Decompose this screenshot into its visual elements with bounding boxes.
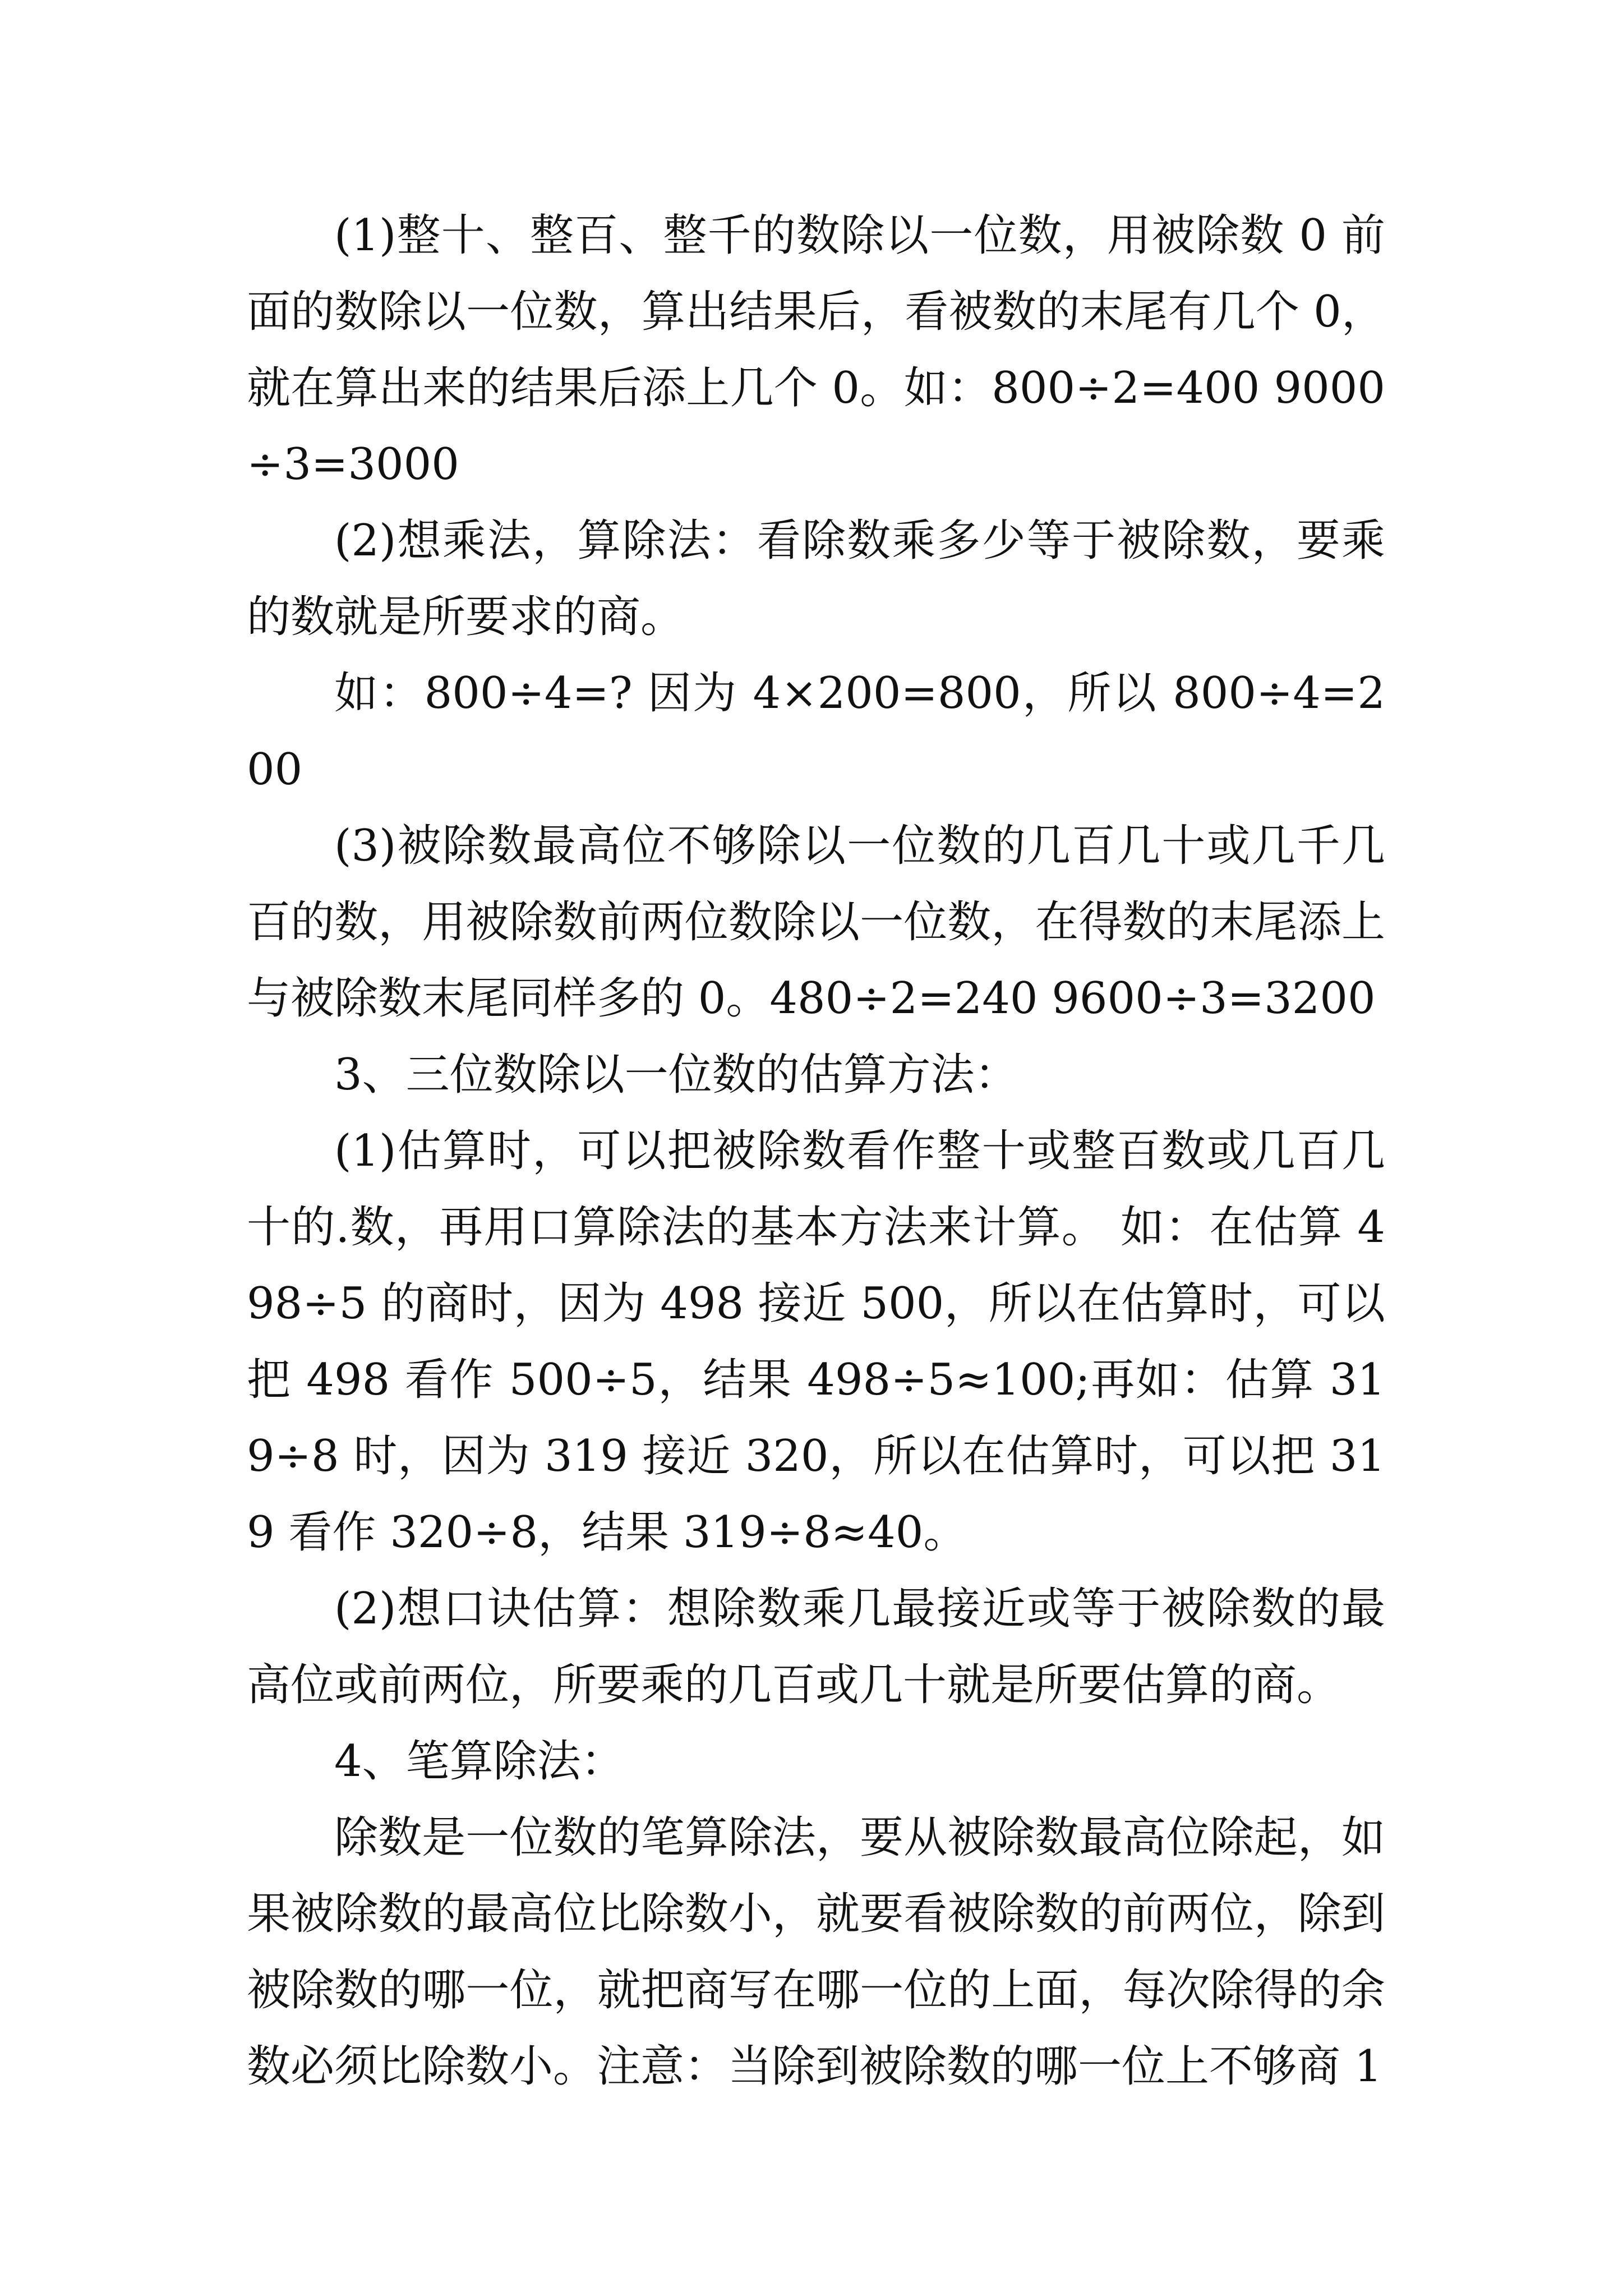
heading-three-digit-estimation: 3、三位数除以一位数的估算方法： bbox=[334, 1050, 1018, 1100]
paragraph-whole-ten-hundred-thousand-division: (1)整十、整百、整千的数除以一位数，用被除数 0 前面的数除以一位数，算出结果后，看被数的末尾有几个 0，就在算出来的结果后添上几个 0。如：800÷2=400 9000÷3=3000 bbox=[247, 210, 1385, 490]
paragraph-first-two-digits-division: (3)被除数最高位不够除以一位数的几百几十或几千几百的数，用被除数前两位数除以一位数，在得数的末尾添上与被除数末尾同样多的 0。480÷2=240 9600÷3=3200 bbox=[247, 821, 1385, 1024]
heading-written-division: 4、笔算除法： bbox=[334, 1736, 625, 1787]
document-body bbox=[247, 197, 1385, 2105]
paragraph-estimation-by-rhyme: (2)想口诀估算：想除数乘几最接近或等于被除数的最高位或前两位，所要乘的几百或几十就是所要估算的商。 bbox=[247, 1584, 1385, 1710]
paragraph-written-division-rules: 除数是一位数的笔算除法，要从被除数最高位除起，如果被除数的最高位比除数小，就要看被除数的前两位，除到被除数的哪一位，就把商写在哪一位的上面，每次除得的余数必须比除数小。注意：当除到被除数的哪一位上不够商 1 bbox=[247, 1812, 1385, 2092]
paragraph-example-800-div-4: 如：800÷4=? 因为 4×200=800，所以 800÷4=200 bbox=[247, 668, 1385, 795]
paragraph-think-multiplication: (2)想乘法，算除法：看除数乘多少等于被除数，要乘的数就是所要求的商。 bbox=[247, 516, 1385, 642]
paragraph-estimation-rounding: (1)估算时，可以把被除数看作整十或整百数或几百几十的.数，再用口算除法的基本方法来计算。 如：在估算 498÷5 的商时，因为 498 接近 500，所以在估算时，可以把 498 看作 500÷5，结果 498÷5≈100;再如：估算 319÷8 时，因为 319 接近 320，所以在估算时，可以把 319 看作 320÷8，结果 319÷8≈40。 bbox=[247, 1126, 1385, 1558]
